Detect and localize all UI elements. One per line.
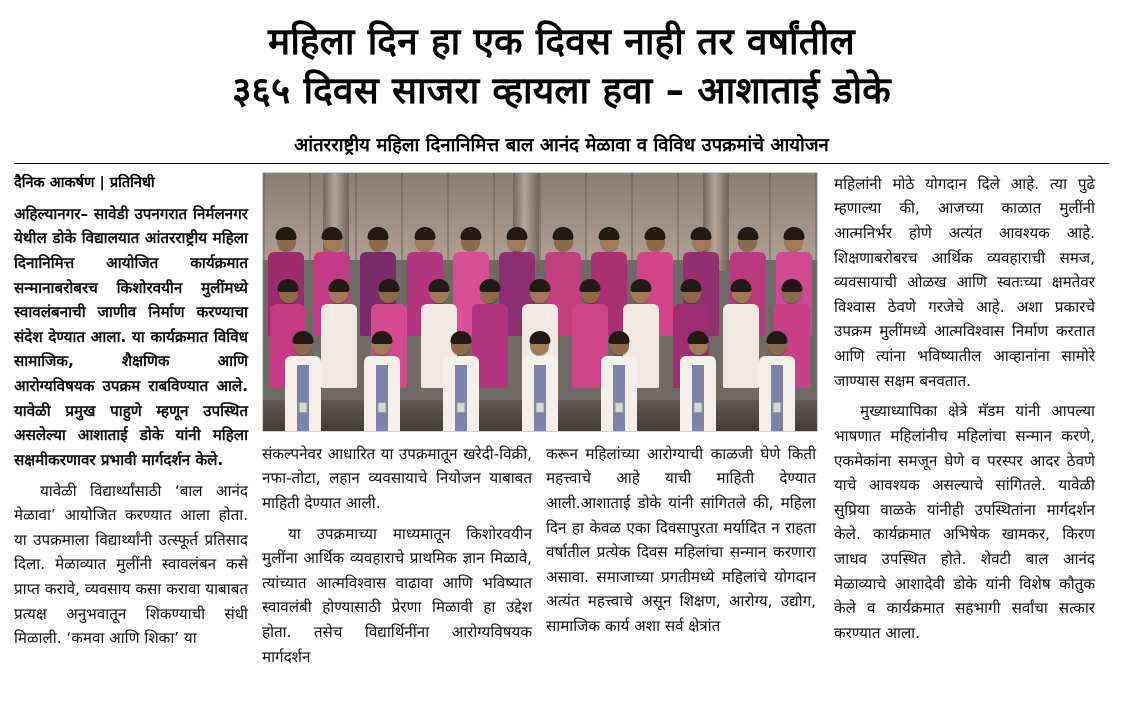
photo-person-hair [645, 227, 666, 240]
subheadline: आंतरराष्ट्रीय महिला दिनानिमित्त बाल आनंद मेळावा व विविध उपक्रमांचे आयोजन [294, 134, 829, 156]
photo-person-dupatta [534, 365, 546, 431]
photo-person-torso [285, 356, 321, 432]
photo-person-dupatta [455, 365, 467, 431]
photo-person-hair [767, 331, 788, 344]
photo-row-front [263, 333, 817, 432]
photo-person-torso [443, 356, 479, 432]
photo-person-dupatta [692, 365, 704, 431]
photo-person-badge [615, 402, 624, 413]
photo-person-head [646, 229, 665, 251]
photo-person-hair [609, 331, 630, 344]
photo-person-hair [599, 227, 620, 240]
photo-person-head [279, 281, 298, 303]
photo-person-head [689, 333, 708, 355]
photo-canvas [263, 173, 817, 431]
photo-person-hair [371, 331, 392, 344]
header-divider [14, 163, 1109, 164]
photo-person-hair [737, 227, 758, 240]
photo-person-hair [783, 227, 804, 240]
photo-person-head [631, 281, 650, 303]
paragraph: अहिल्यानगर– सावेडी उपनगरात निर्मलनगर येथील डोके विद्यालयात आंतरराष्ट्रीय महिला दिनानिमित्त आयोजित कार्यक्रमात सन्मानाबरोबरच किशोरवयीन मुलींमध्ये स्वावलंबनाची जाणीव निर्माण करण्याचा संदेश देण्यात आला. या कार्यक्रमात विविध सामाजिक, शैक्षणिक आणि आरोग्यविषयक उपक्रम राबविण्यात आले. यावेळी प्रमुख पाहुणे म्हणून उपस्थित असलेल्या आशाताई डोके यांनी महिला सक्षमीकरणावर प्रभावी मार्गदर्शन केले. [14, 204, 248, 469]
photo-person-head [372, 333, 391, 355]
middle-text-columns [262, 442, 816, 676]
paragraph: मुख्याध्यापिका क्षेत्रे मॅडम यांनी आपल्या भाषणात महिलांनीच महिलांचा सन्मान करणे, एकमेकांना समजून घेणे व परस्पर आदर ठेवणे याचे आवश्यक असल्याचे सांगितले. यावेळी सुप्रिया वाळके यांनीही उपस्थितांना मार्गदर्शन केले. कार्यक्रमात अभिषेक खामकर, किरण जाधव उपस्थित होते. शेवटी बाल आनंद मेळाव्याचे आशादेवी डोके यांनी विशेष कौतुक केले व कार्यक्रमात सहभागी सर्वांचा सत्कार करण्यात आला. [834, 402, 1095, 642]
photo-person-hair [378, 279, 399, 292]
photo-person-hair [781, 279, 802, 292]
photo-person-head [530, 281, 549, 303]
photo-person-hair [731, 279, 752, 292]
photo-person [758, 333, 796, 432]
photo-person-hair [580, 279, 601, 292]
photo-person [600, 333, 638, 432]
photo-person-badge [694, 402, 703, 413]
photo-person-badge [298, 402, 307, 413]
photo-person-hair [691, 227, 712, 240]
photo-person-hair [328, 279, 349, 292]
photo-person-hair [322, 227, 343, 240]
photo-person-hair [368, 227, 389, 240]
photo-person-badge [456, 402, 465, 413]
column-left [14, 172, 262, 657]
headline-block [14, 18, 1109, 116]
photo-person-head [600, 229, 619, 251]
photo-person-hair [479, 279, 500, 292]
column-middle [262, 172, 830, 676]
photo-person-hair [506, 227, 527, 240]
photo-person-head [451, 333, 470, 355]
photo-person-head [768, 333, 787, 355]
photo-person-hair [529, 279, 550, 292]
photo-person-head [480, 281, 499, 303]
middle-subcolumn-b [546, 442, 816, 676]
column-right [830, 172, 1095, 652]
photo-person-dupatta [376, 365, 388, 431]
photo-person-head [379, 281, 398, 303]
photo-person-head [323, 229, 342, 251]
photo-person-torso [759, 356, 795, 432]
photo-person-head [784, 229, 803, 251]
paragraph: महिलांनी मोठे योगदान दिले आहे. त्या पुढे म्हणाल्या की, आजच्या काळात मुलींनी आत्मनिर्भर होणे अत्यंत आवश्यक आहे. शिक्षणाबरोबरच आर्थिक व्यवहाराची समज, व्यवसायाची ओळख आणि स्वतःच्या क्षमतेवर विश्वास ठेवणे गरजेचे आहे. अशा प्रकारचे उपक्रम मुलींमध्ये आत्मविश्वास निर्माण करतात आणि त्यांना भविष्यातील आव्हानांना सामोरे जाण्यास सक्षम बनवतात. [834, 174, 1095, 390]
photo-person-head [738, 229, 757, 251]
photo-person-head [692, 229, 711, 251]
photo-person-hair [450, 331, 471, 344]
photo-person-head [782, 281, 801, 303]
middle-subcolumn-a [262, 442, 532, 676]
photo-person-head [610, 333, 629, 355]
photo-person-hair [414, 227, 435, 240]
photo-person-hair [276, 227, 297, 240]
photo-person-badge [773, 402, 782, 413]
photo-person-torso [601, 356, 637, 432]
photo-person-dupatta [771, 365, 783, 431]
photo-person-dupatta [297, 365, 309, 431]
photo-person-torso [680, 356, 716, 432]
photo-person [363, 333, 401, 432]
photo-person-head [530, 333, 549, 355]
photo-person-torso [364, 356, 400, 432]
photo-person-head [732, 281, 751, 303]
photo-person-hair [630, 279, 651, 292]
article-photo [262, 172, 818, 432]
photo-person-hair [429, 279, 450, 292]
photo-person-hair [292, 331, 313, 344]
photo-person-head [369, 229, 388, 251]
photo-person-hair [553, 227, 574, 240]
headline-line-2: ३६५ दिवस साजरा व्हायला हवा – आशाताई डोके [232, 68, 891, 112]
photo-person-head [430, 281, 449, 303]
photo-person [679, 333, 717, 432]
photo-person-head [293, 333, 312, 355]
paragraph: करून महिलांच्या आरोग्याची काळजी घेणे किती महत्त्वाचे आहे याची माहिती देण्यात आली.आशाताई डोके यांनी सांगितले की, महिला दिन हा केवळ एका दिवसापुरता मर्यादित न राहता वर्षातील प्रत्येक दिवस महिलांचा सन्मान करणारा असावा. समाजाच्या प्रगतीमध्ये महिलांचे योगदान अत्यंत महत्त्वाचे असून शिक्षण, आरोग्य, उद्योग, सामाजिक कार्य अशा सर्व क्षेत्रांत [546, 444, 816, 636]
photo-person-hair [460, 227, 481, 240]
photo-person-hair [529, 331, 550, 344]
photo-person-hair [278, 279, 299, 292]
photo-person-head [277, 229, 296, 251]
paragraph: यावेळी विद्यार्थ्यांसाठी ‘बाल आनंद मेळावा’ आयोजित करण्यात आला होता. या उपक्रमाला विद्यार्थ्यांनी उत्स्फूर्त प्रतिसाद दिला. मेळाव्यात मुलींनी स्वावलंबन कसे प्राप्त करावे, व्यवसाय कसा करावा याबाबत प्रत्यक्ष अनुभवातून शिकण्याची संधी मिळाली. ‘कमवा आणि शिका’ या [14, 481, 248, 648]
photo-person-head [554, 229, 573, 251]
photo-person-head [581, 281, 600, 303]
byline: दैनिक आकर्षण | प्रतिनिधी [14, 174, 155, 191]
photo-person-head [329, 281, 348, 303]
photo-person-hair [688, 331, 709, 344]
photo-person-head [461, 229, 480, 251]
photo-person-torso [522, 356, 558, 432]
photo-person-hair [681, 279, 702, 292]
photo-person-head [682, 281, 701, 303]
article-body [14, 172, 1109, 676]
headline-line-1: महिला दिन हा एक दिवस नाही तर वर्षांतील [268, 20, 855, 63]
paragraph: संकल्पनेवर आधारित या उपक्रमातून खरेदी-विक्री, नफा-तोटा, लहान व्यवसायाचे नियोजन याबाबत माहिती देण्यात आली. [262, 444, 532, 512]
photo-person-dupatta [613, 365, 625, 431]
photo-person-head [507, 229, 526, 251]
photo-person [521, 333, 559, 432]
photo-person-badge [377, 402, 386, 413]
photo-person [442, 333, 480, 432]
photo-person [284, 333, 322, 432]
photo-person-badge [535, 402, 544, 413]
photo-person-head [415, 229, 434, 251]
paragraph: या उपक्रमाच्या माध्यमातून किशोरवयीन मुलींना आर्थिक व्यवहाराचे प्राथमिक ज्ञान मिळावे, त्यांच्यात आत्मविश्वास वाढावा आणि भविष्यात स्वावलंबी होण्यासाठी प्रेरणा मिळावी हा उद्देश होता. तसेच विद्यार्थिनींना आरोग्यविषयक मार्गदर्शन [262, 524, 532, 666]
